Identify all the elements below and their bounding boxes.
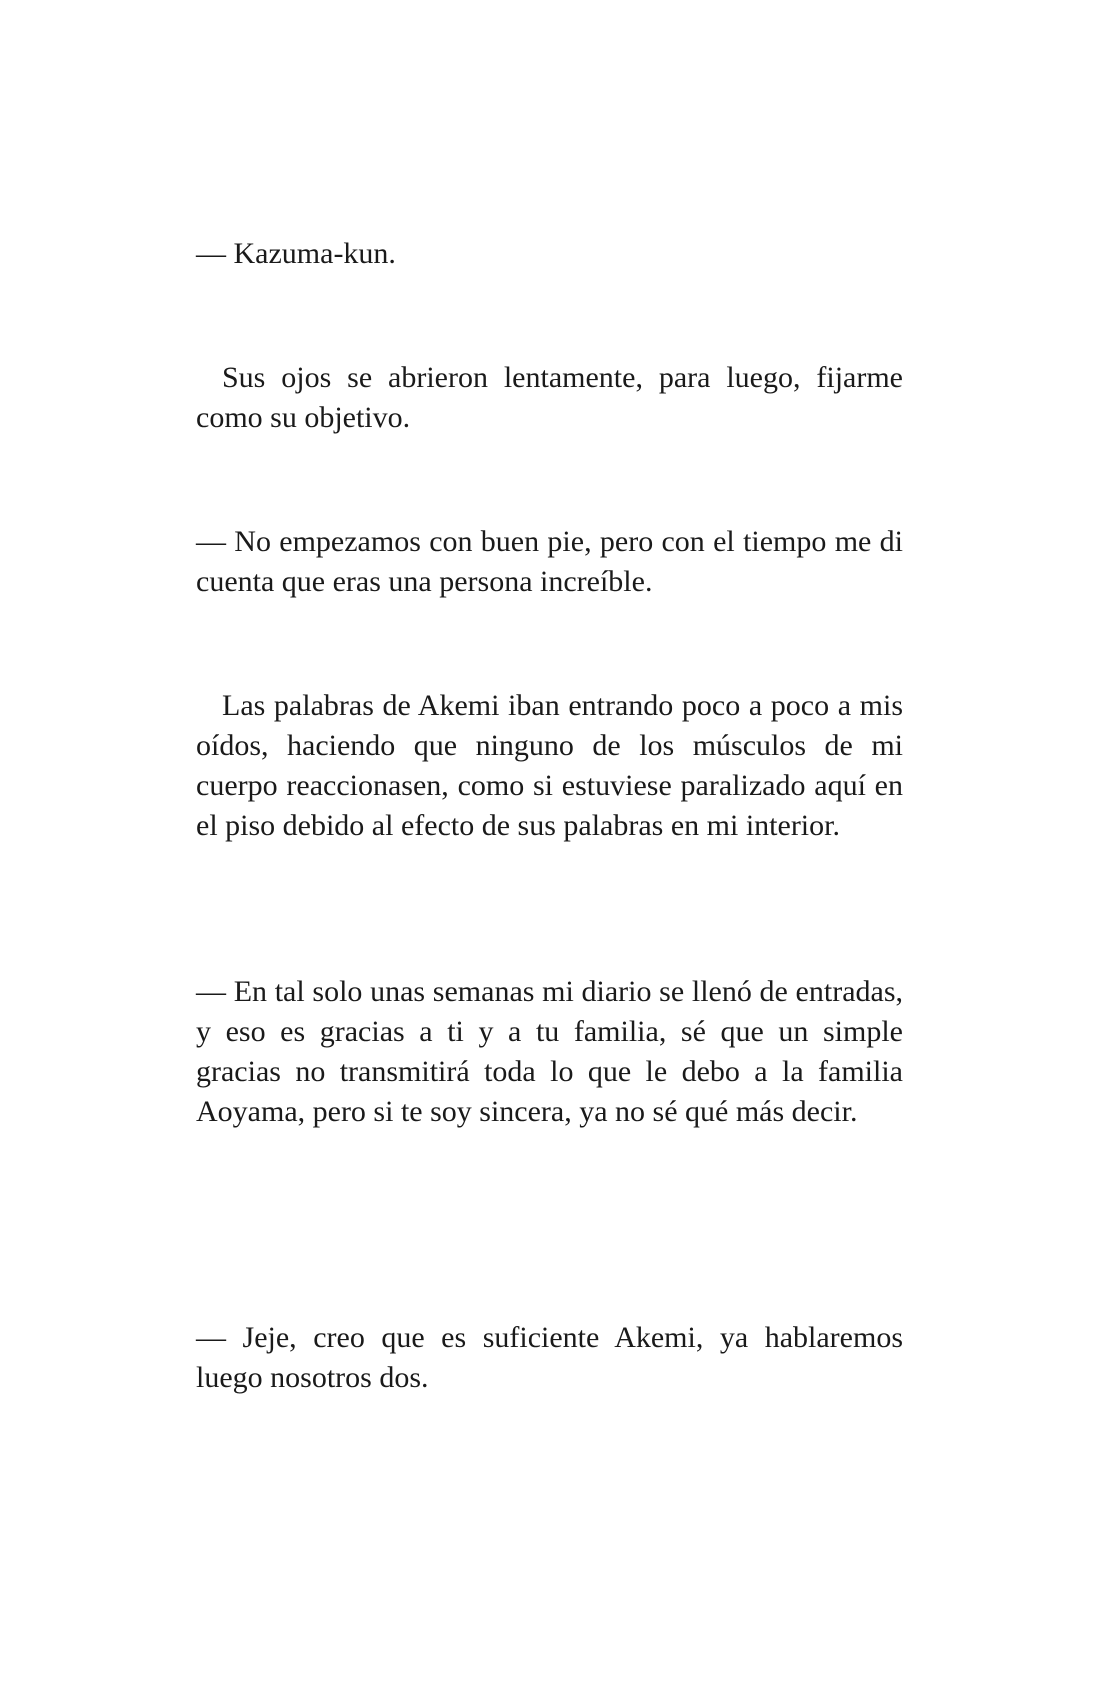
dialogue-good-start: — No empezamos con buen pie, pero con el tiempo me di cuenta que eras una persona increíble. (196, 525, 903, 598)
narration-akemi-words: Las palabras de Akemi iban entrando poco a poco a mis oídos, haciendo que ninguno de los músculos de mi cuerpo reaccionasen, como si estuviese paralizado aquí en el piso debido al efecto de sus palabras en mi interior. (196, 689, 903, 842)
narration-eyes-opened: Sus ojos se abrieron lentamente, para luego, fijarme como su objetivo. (196, 361, 903, 434)
dialogue-jeje: — Jeje, creo que es suficiente Akemi, ya hablaremos luego nosotros dos. (196, 1321, 903, 1394)
dialogue-kazuma-kun: — Kazuma-kun. (196, 237, 396, 270)
dialogue-diary-entries: — En tal solo unas semanas mi diario se llenó de entradas, y eso es gracias a ti y a tu familia, sé que un simple gracias no transmitirá toda lo que le debo a la familia Aoyama, pero si te soy sincera, ya no sé qué más decir. (196, 975, 903, 1128)
